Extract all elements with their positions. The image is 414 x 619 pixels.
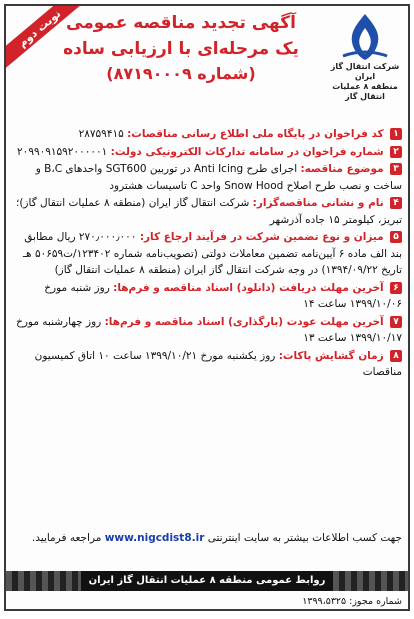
item-label: آخرین مهلت دریافت (دانلود) اسناد مناقصه و فرم‌ها: xyxy=(113,281,384,294)
item-value: روز یکشنبه مورخ ۱۳۹۹/۱۰/۲۱ ساعت ۱۰ اتاق کمیسیون مناقصات xyxy=(34,349,402,378)
item-value: شرکت انتقال گاز ایران (منطقه ۸ عملیات انتقال گاز)؛ تبریز، کیلومتر ۱۵ جاده آذرشهر xyxy=(16,197,402,226)
item-label: نام و نشانی مناقصه‌گزار: xyxy=(252,197,384,209)
item-number: ۶ xyxy=(390,282,402,294)
footer-pattern xyxy=(6,571,81,591)
item-value: ۲۰۹۹۰۹۱۵۹۲۰۰۰۰۰۱ xyxy=(17,145,108,158)
website-note xyxy=(12,530,402,546)
item-number: ۱ xyxy=(390,128,402,140)
tender-items xyxy=(12,126,402,382)
item-label: آخرین مهلت عودت (بارگذاری) اسناد مناقصه و فرم‌ها: xyxy=(104,315,384,328)
footer-text: روابط عمومی منطقه ۸ عملیات انتقال گاز ایران xyxy=(81,571,334,591)
ad-page xyxy=(4,4,410,611)
item-label: شماره فراخوان در سامانه تدارکات الکترونیکی دولت: xyxy=(110,145,384,158)
item-value: ۲۸۷۵۹۴۱۵ xyxy=(78,128,124,140)
footer-pattern xyxy=(333,571,408,591)
item-7 xyxy=(12,314,402,347)
item-value: اجرای طرح Anti Icing در توربین SGT600 واحدهای B،C و ساخت و نصب طرح اصلاح Snow Hood واحد C تاسیسات هشترود xyxy=(35,163,402,192)
item-1 xyxy=(12,126,402,143)
item-value: روز شنبه مورخ ۱۳۹۹/۱۰/۰۶ ساعت ۱۴ xyxy=(44,281,402,310)
item-label: میزان و نوع تضمین شرکت در فرآیند ارجاع کار: xyxy=(139,231,384,243)
item-label: کد فراخوان در پایگاه ملی اطلاع رسانی مناقصات: xyxy=(127,128,384,140)
permit-number: شماره مجوز: ۱۳۹۹،۵۳۲۵ xyxy=(302,596,402,607)
item-3 xyxy=(12,161,402,194)
website-suffix: مراجعه فرمایید. xyxy=(31,532,102,544)
ad-header xyxy=(36,10,326,86)
item-number: ۳ xyxy=(390,163,402,175)
item-number: ۵ xyxy=(390,231,402,243)
item-value: روز چهارشنبه مورخ ۱۳۹۹/۱۰/۱۷ ساعت ۱۳ xyxy=(16,315,402,344)
item-8 xyxy=(12,348,402,381)
item-2 xyxy=(12,144,402,161)
company-logo xyxy=(330,12,400,102)
item-number: ۷ xyxy=(390,316,402,328)
item-4 xyxy=(12,195,402,228)
tender-number: (شماره ۸۷۱۹۰۰۰۹) xyxy=(106,64,256,83)
website-link[interactable]: www.nigcdist8.ir xyxy=(104,532,205,544)
item-6 xyxy=(12,280,402,313)
item-label: موضوع مناقصه: xyxy=(300,163,384,175)
org-name: شرکت انتقال گاز ایران xyxy=(330,62,400,81)
org-region: منطقه ۸ عملیات انتقال گاز xyxy=(332,82,398,101)
item-number: ۸ xyxy=(390,350,402,362)
ad-subtitle: یک مرحله‌ای با ارزیابی ساده xyxy=(63,39,299,59)
edition-ribbon: نوبت دوم xyxy=(4,4,85,68)
footer-bar xyxy=(6,571,408,591)
item-number: ۲ xyxy=(390,146,402,158)
flame-logo-icon xyxy=(337,12,393,62)
item-number: ۴ xyxy=(390,197,402,209)
item-value: ۲۷۰٫۰۰۰٫۰۰۰ ریال مطابق بند الف ماده ۶ آیین‌نامه تضمین معاملات دولتی (تصویب‌نامه شماره ۱۲۳۴۰۲/ت۵۰۶۵۹ هـ تاریخ ۱۳۹۴/۰۹/۲۲) در وجه شرکت انتقال گاز ایران (منطقه ۸ عملیات انتقال گاز) xyxy=(22,231,402,276)
item-label: زمان گشایش پاکات: xyxy=(278,349,384,362)
website-prefix: جهت کسب اطلاعات بیشتر به سایت اینترنتی xyxy=(207,532,402,544)
ad-title: آگهی تجدید مناقصه عمومی xyxy=(66,13,296,33)
item-5 xyxy=(12,229,402,279)
